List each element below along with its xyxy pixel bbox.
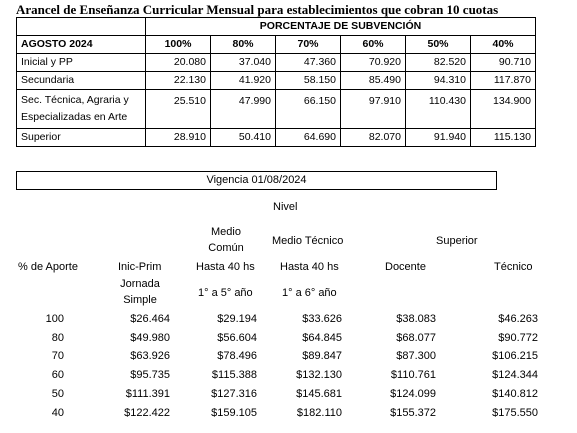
price-value: $124.099 [390,388,436,400]
cell-value: 37.040 [211,54,276,72]
cell-value: 50.410 [211,129,276,147]
price-value: $182.110 [296,407,342,419]
cell-value: 94.310 [406,72,471,90]
price-value: $38.083 [396,313,436,325]
row-label [17,90,146,129]
column-header: 50% [406,36,471,54]
cell-value: 41.920 [211,72,276,90]
cell-value: 47.990 [211,90,276,129]
inic-prim-header: Inic-Prim [118,261,162,273]
cell-value: 82.520 [406,54,471,72]
column-header: 60% [341,36,406,54]
cell-value: 64.690 [276,129,341,147]
subvencion-table [16,17,536,147]
cell-value: 134.900 [471,90,536,129]
cell-value: 91.940 [406,129,471,147]
table-header-row [17,18,536,36]
cell-value: 22.130 [146,72,211,90]
aporte-value: 40 [51,407,64,419]
price-value: $68.077 [396,332,436,344]
price-value: $90.772 [498,332,538,344]
price-value: $56.604 [217,332,257,344]
column-header: 80% [211,36,276,54]
price-value: $175.550 [492,407,538,419]
price-value: $29.194 [217,313,257,325]
price-value: $145.681 [296,388,342,400]
cell-value: 66.150 [276,90,341,129]
cell-value: 117.870 [471,72,536,90]
row-label: Superior [17,129,146,147]
table-columns-row [17,36,536,54]
superior-label: Superior [436,235,478,247]
cell-value: 25.510 [146,90,211,129]
table-row [17,72,536,90]
group-header: PORCENTAJE DE SUBVENCIÓN [146,18,536,36]
price-value: $87.300 [396,350,436,362]
cell-value: 20.080 [146,54,211,72]
price-value: $26.464 [130,313,170,325]
table-row [17,129,536,147]
price-value: $159.105 [211,407,257,419]
tecnico-header: Técnico [494,261,533,273]
price-value: $64.845 [302,332,342,344]
price-value: $106.215 [492,350,538,362]
price-value: $127.316 [211,388,257,400]
price-value: $63.926 [130,350,170,362]
price-value: $140.812 [492,388,538,400]
aporte-value: 70 [51,350,64,362]
price-value: $33.626 [302,313,342,325]
hasta-mt-header: Hasta 40 hs [280,261,339,273]
column-header: 40% [471,36,536,54]
row-label: Secundaria [17,72,146,90]
column-header: 70% [276,36,341,54]
cell-value: 82.070 [341,129,406,147]
price-value: $111.391 [125,388,170,400]
cell-value: 28.910 [146,129,211,147]
cell-value: 110.430 [406,90,471,129]
aporte-header: % de Aporte [18,261,78,273]
price-value: $95.735 [130,369,170,381]
column-header: 100% [146,36,211,54]
aporte-value: 60 [51,369,64,381]
anio-mc: 1° a 5° año [198,287,253,299]
anio-mt: 1° a 6° año [282,287,337,299]
nivel-label: Nivel [273,201,298,213]
medio-tecnico-label: Medio Técnico [272,235,344,247]
price-value: $132.130 [296,369,342,381]
medio-comun-line2: Común [208,242,244,254]
price-value: $155.372 [390,407,436,419]
aporte-value: 80 [51,332,64,344]
price-value: $122.422 [124,407,170,419]
table-row [17,54,536,72]
corner-cell: AGOSTO 2024 [17,36,146,54]
medio-comun-line1: Medio [211,226,241,238]
row-label: Inicial y PP [17,54,146,72]
aporte-value: 50 [51,388,64,400]
price-value: $124.344 [492,369,538,381]
jornada-line1: Jornada [120,278,160,290]
aporte-value: 100 [45,313,64,325]
jornada-line2: Simple [123,294,157,306]
cell-value: 47.360 [276,54,341,72]
price-value: $89.847 [302,350,342,362]
cell-value: 115.130 [471,129,536,147]
header-blank [17,18,146,36]
cell-value: 70.920 [341,54,406,72]
price-value: $115.388 [211,369,257,381]
cell-value: 58.150 [276,72,341,90]
document-title: Arancel de Enseñanza Curricular Mensual para establecimientos que cobran 10 cuotas [16,2,499,17]
hasta-mc-header: Hasta 40 hs [196,261,255,273]
vigencia-banner: Vigencia 01/08/2024 [16,171,497,190]
table-row [17,90,536,129]
price-value: $110.761 [390,369,436,381]
price-value: $46.263 [498,313,538,325]
docente-header: Docente [385,261,426,273]
price-value: $78.496 [217,350,257,362]
row-label-line2: Especializadas en Arte [21,111,128,123]
cell-value: 97.910 [341,90,406,129]
cell-value: 90.710 [471,54,536,72]
cell-value: 85.490 [341,72,406,90]
row-label-line1: Sec. Técnica, Agraria y [21,94,129,106]
price-value: $49.980 [130,332,170,344]
